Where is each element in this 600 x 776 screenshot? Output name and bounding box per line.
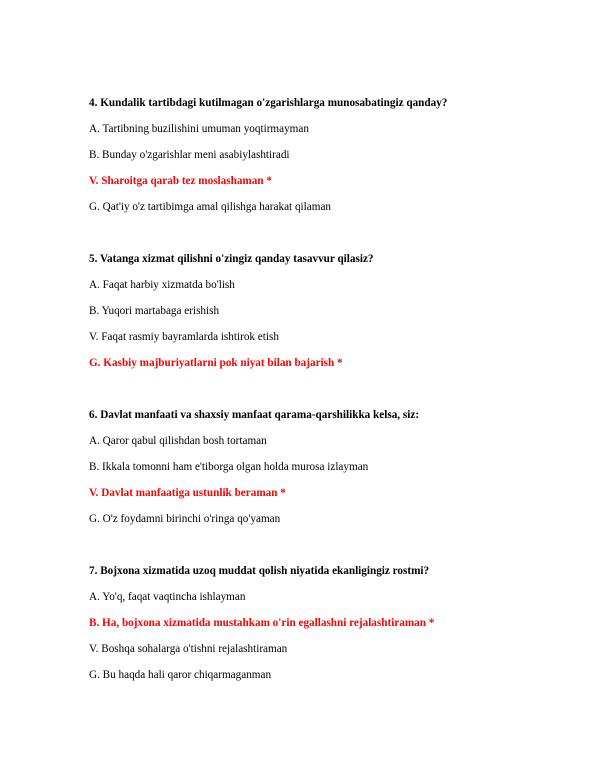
option-a: A. Qaror qabul qilishdan bosh tortaman (89, 435, 267, 447)
option-b: B. Yuqori martabaga erishish (89, 305, 220, 317)
option-g: G. Qat'iy o'z tartibimga amal qilishga harakat qilaman (89, 201, 332, 213)
option-v: V. Faqat rasmiy bayramlarda ishtirok etish (89, 331, 279, 343)
question-title: 4. Kundalik tartibdagi kutilmagan o'zgarishlarga munosabatingiz qanday? (89, 97, 448, 109)
option-g: G. Bu haqda hali qaror chiqarmaganman (89, 669, 272, 681)
option-v-correct: V. Sharoitga qarab tez moslashaman * (89, 175, 272, 187)
question-7 (89, 564, 569, 681)
option-a: A. Faqat harbiy xizmatda bo'lish (89, 279, 235, 291)
option-b-correct: B. Ha, bojxona xizmatida mustahkam o'rin egallashni rejalashtiraman * (89, 617, 435, 629)
option-a: A. Yo'q, faqat vaqtincha ishlayman (89, 591, 246, 603)
question-5 (89, 252, 569, 369)
question-title: 6. Davlat manfaati va shaxsiy manfaat qarama-qarshilikka kelsa, siz: (89, 409, 420, 421)
option-b: B. Ikkala tomonni ham e'tiborga olgan holda murosa izlayman (89, 461, 369, 473)
question-title: 5. Vatanga xizmat qilishni o'zingiz qanday tasavvur qilasiz? (89, 253, 374, 265)
question-title: 7. Bojxona xizmatida uzoq muddat qolish niyatida ekanligingiz rostmi? (89, 565, 430, 577)
option-b: B. Bunday o'zgarishlar meni asabiylashtiradi (89, 149, 290, 161)
question-4 (89, 96, 569, 213)
option-a: A. Tartibning buzilishini umuman yoqtirmayman (89, 123, 309, 135)
option-g: G. O'z foydamni birinchi o'ringa qo'yaman (89, 513, 281, 525)
option-v-correct: V. Davlat manfaatiga ustunlik beraman * (89, 487, 286, 499)
question-6 (89, 408, 569, 525)
option-g-correct: G. Kasbiy majburiyatlarni pok niyat bilan bajarish * (89, 357, 343, 369)
option-v: V. Boshqa sohalarga o'tishni rejalashtiraman (89, 643, 288, 655)
